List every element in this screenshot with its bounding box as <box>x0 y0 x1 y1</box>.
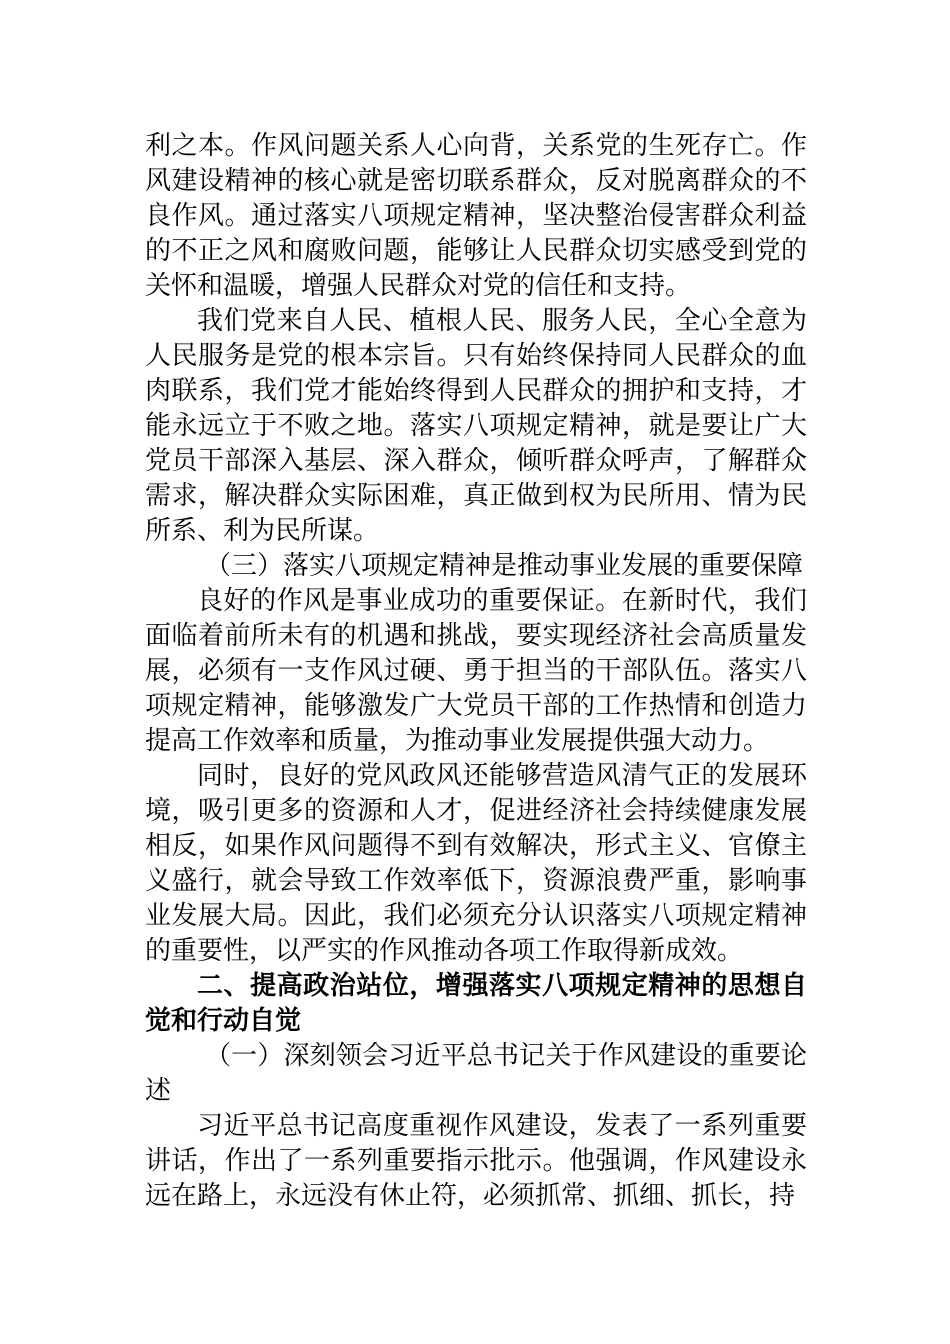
paragraph-people-purpose: 我们党来自人民、植根人民、服务人民，全心全意为人民服务是党的根本宗旨。只有始终保持同人民群众的血肉联系，我们党才能始终得到人民群众的拥护和支持，才能永远立于不败之地。落实八项规定精神，就是要让广大党员干部深入基层、深入群众，倾听群众呼声，了解群众需求，解决群众实际困难，真正做到权为民所用、情为民所系、利为民所谋。 <box>145 306 807 546</box>
paragraph-good-style: 良好的作风是事业成功的重要保证。在新时代，我们面临着前所未有的机遇和挑战，要实现经济社会高质量发展，必须有一支作风过硬、勇于担当的干部队伍。落实八项规定精神，能够激发广大党员干部的工作热情和创造力提高工作效率和质量，为推动事业发展提供强大动力。 <box>145 586 807 756</box>
section-heading-2: 二、提高政治站位，增强落实八项规定精神的思想自觉和行动自觉 <box>145 971 807 1036</box>
paragraph-continuation: 利之本。作风问题关系人心向背，关系党的生死存亡。作风建设精神的核心就是密切联系群众，反对脱离群众的不良作风。通过落实八项规定精神，坚决整治侵害群众利益的不正之风和腐败问题，能够让人民群众切实感受到党的关怀和温暖，增强人民群众对党的信任和支持。 <box>145 131 807 301</box>
subheading-1: （一）深刻领会习近平总书记关于作风建设的重要论述 <box>145 1041 807 1106</box>
document-body <box>145 129 807 1214</box>
paragraph-xi-speeches: 习近平总书记高度重视作风建设，发表了一系列重要讲话，作出了一系列重要指示批示。他强调，作风建设永远在路上，永远没有休止符，必须抓常、抓细、抓长，持 <box>145 1111 807 1211</box>
subheading-3: （三）落实八项规定精神是推动事业发展的重要保障 <box>205 551 804 581</box>
paragraph-meanwhile: 同时，良好的党风政风还能够营造风清气正的发展环境，吸引更多的资源和人才，促进经济社会持续健康发展相反，如果作风问题得不到有效解决，形式主义、官僚主义盛行，就会导致工作效率低下，资源浪费严重，影响事业发展大局。因此，我们必须充分认识落实八项规定精神的重要性，以严实的作风推动各项工作取得新成效。 <box>145 761 807 966</box>
